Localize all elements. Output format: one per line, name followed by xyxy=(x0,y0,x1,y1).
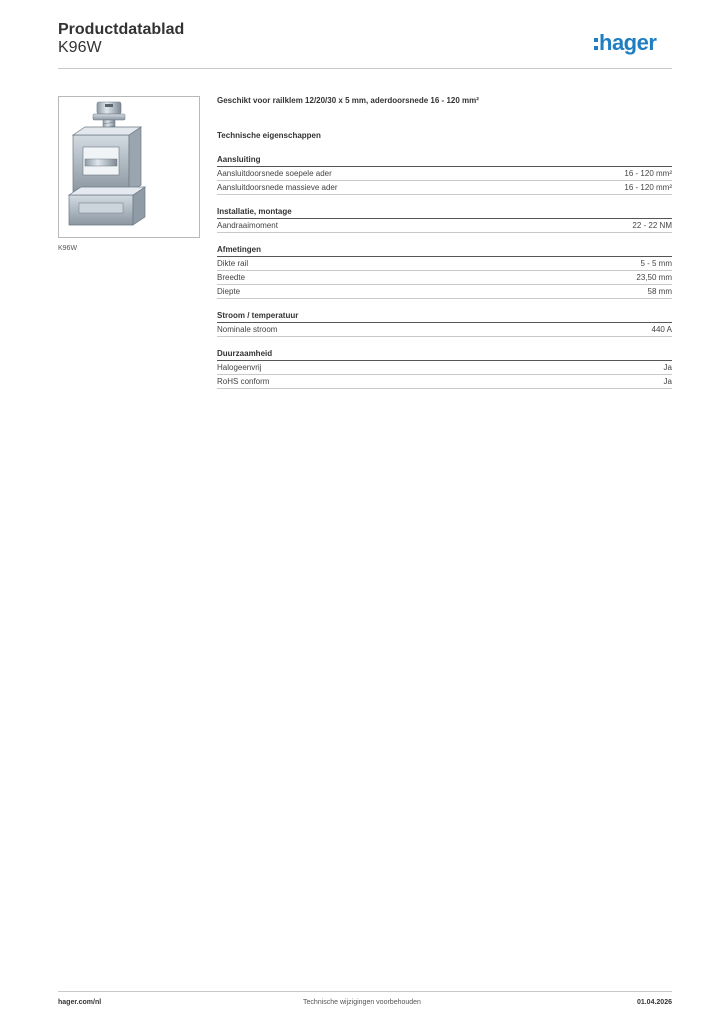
spec-value: 5 - 5 mm xyxy=(640,259,672,268)
spec-section xyxy=(217,207,672,233)
document-title: Productdatablad xyxy=(58,21,185,38)
spec-label: Nominale stroom xyxy=(217,325,278,334)
spec-sections xyxy=(217,155,672,389)
section-title: Stroom / temperatuur xyxy=(217,311,672,323)
logo-text: hager xyxy=(599,30,657,55)
spec-row xyxy=(217,257,672,271)
technical-heading: Technische eigenschappen xyxy=(217,131,321,140)
spec-value: 23,50 mm xyxy=(636,273,672,282)
footer-website-link[interactable]: hager.com/nl xyxy=(58,999,102,1006)
hager-logo xyxy=(594,29,674,57)
product-image xyxy=(58,96,200,238)
spec-row xyxy=(217,219,672,233)
spec-value: 16 - 120 mm² xyxy=(624,183,672,192)
rail-clamp-icon xyxy=(59,97,199,237)
spec-row xyxy=(217,285,672,299)
spec-section xyxy=(217,155,672,195)
spec-row xyxy=(217,181,672,195)
section-title: Afmetingen xyxy=(217,245,672,257)
spec-value: 58 mm xyxy=(647,287,672,296)
spec-section xyxy=(217,245,672,299)
product-code: K96W xyxy=(58,39,102,56)
spec-section xyxy=(217,311,672,337)
section-title: Duurzaamheid xyxy=(217,349,672,361)
spec-label: Aandraaimoment xyxy=(217,221,278,230)
spec-label: Diepte xyxy=(217,287,241,296)
product-description: Geschikt voor railklem 12/20/30 x 5 mm, aderdoorsnede 16 - 120 mm² xyxy=(217,96,479,105)
spec-label: Halogeenvrij xyxy=(217,363,262,372)
spec-row xyxy=(217,375,672,389)
footer-date: 01.04.2026 xyxy=(636,999,672,1006)
section-title: Aansluiting xyxy=(217,155,672,167)
spec-label: RoHS conform xyxy=(217,377,270,386)
product-specs xyxy=(217,96,672,389)
spec-label: Breedte xyxy=(217,273,246,282)
header-divider xyxy=(58,68,672,69)
image-caption: K96W xyxy=(58,245,78,252)
spec-row xyxy=(217,167,672,181)
spec-value: 16 - 120 mm² xyxy=(624,169,672,178)
spec-row xyxy=(217,323,672,337)
spec-value: 440 A xyxy=(651,325,672,334)
spec-label: Aansluitdoorsnede massieve ader xyxy=(217,183,338,192)
spec-value: 22 - 22 NM xyxy=(632,221,672,230)
spec-label: Aansluitdoorsnede soepele ader xyxy=(217,169,332,178)
spec-value: Ja xyxy=(663,377,672,386)
spec-row xyxy=(217,271,672,285)
spec-row xyxy=(217,361,672,375)
section-title: Installatie, montage xyxy=(217,207,672,219)
spec-value: Ja xyxy=(663,363,672,372)
footer-divider xyxy=(58,991,672,992)
spec-section xyxy=(217,349,672,389)
spec-label: Dikte rail xyxy=(217,259,249,268)
footer-notice: Technische wijzigingen voorbehouden xyxy=(303,999,421,1006)
